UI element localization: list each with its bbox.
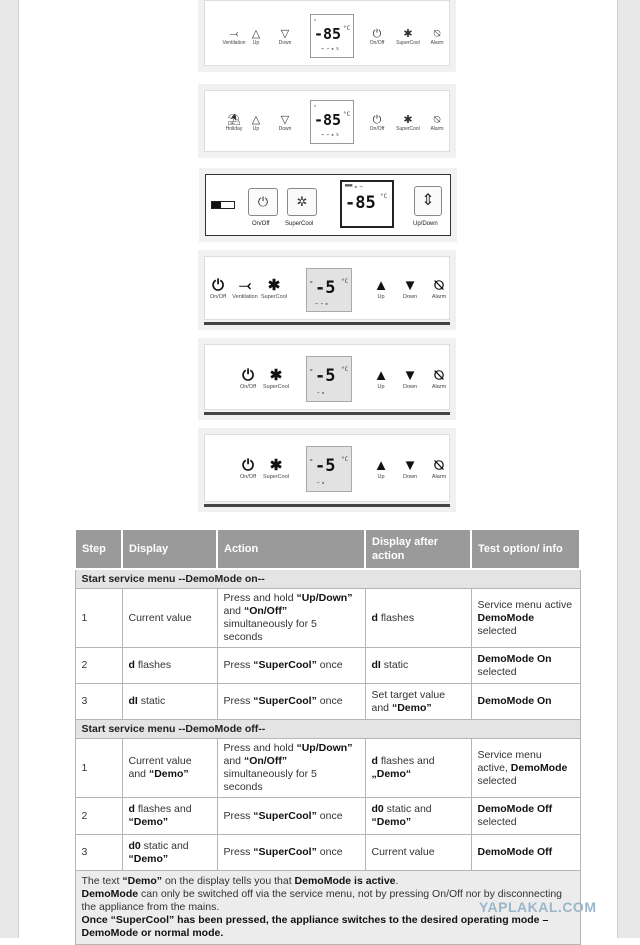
up-icon: ▲ (373, 367, 389, 384)
cell-after: d flashes and „Demo“ (365, 739, 471, 798)
temperature-display: ⌂ -85 °C ⤙ ↩ ✱ ⍉ (310, 14, 354, 58)
display-unit: °C (343, 111, 351, 118)
watermark: YAPLAKAL.COM (479, 899, 597, 915)
right-margin (618, 0, 640, 938)
temperature-display: ▬ -5 °C ↩ ✱ (306, 446, 352, 492)
ventilation-label: Ventilation (222, 40, 246, 46)
cell-info: Service menu active DemoMode selected (471, 589, 580, 648)
cell-action: Press “SuperCool” once (217, 684, 365, 720)
ventilation-icon: ⤙ (229, 28, 239, 40)
power-icon: ⏻ (212, 277, 224, 294)
down-label: Down (402, 474, 418, 480)
holiday-label: Holiday (225, 126, 243, 132)
alarm-label: Alarm (431, 384, 447, 390)
alarm-off-icon: ⍉ (434, 277, 444, 294)
down-control[interactable] (265, 114, 305, 133)
header-display-after: Display after action (365, 529, 471, 569)
alarm-control[interactable] (417, 114, 457, 133)
down-icon: ▽ (280, 114, 290, 126)
down-icon: ▼ (402, 367, 418, 384)
up-down-icon: ⇕ (421, 192, 435, 209)
display-unit: °C (380, 193, 388, 200)
cell-display: Current value (122, 589, 217, 648)
alarm-control[interactable] (419, 458, 459, 481)
cell-display: Current value and “Demo” (122, 739, 217, 798)
up-icon: ▲ (373, 277, 389, 294)
table-row (75, 798, 580, 835)
down-label: Down (278, 40, 292, 46)
cell-action: Press “SuperCool” once (217, 798, 365, 835)
left-margin (0, 0, 18, 938)
cell-after: Set target value and “Demo” (365, 684, 471, 720)
supercool-label: SuperCool (396, 126, 420, 132)
onoff-label: On/Off (369, 126, 385, 132)
cell-info: DemoMode On (471, 684, 580, 720)
alarm-off-icon: ⍉ (434, 457, 444, 474)
display-unit: °C (341, 366, 349, 373)
cell-step: 1 (75, 739, 122, 798)
onoff-label: On/Off (209, 294, 227, 300)
alarm-control[interactable] (417, 28, 457, 47)
cell-step: 3 (75, 835, 122, 871)
display-value: -85 (345, 193, 376, 213)
alarm-label: Alarm (430, 40, 444, 46)
up-label: Up (252, 126, 260, 132)
table-row (75, 739, 580, 798)
down-label: Down (278, 126, 292, 132)
table-header-row (75, 529, 580, 569)
control-panel-4 (198, 250, 456, 330)
onoff-label: On/Off (369, 40, 385, 46)
power-icon: ⏻ (242, 367, 254, 384)
display-unit: °C (341, 278, 349, 285)
cell-display: d0 static and “Demo” (122, 835, 217, 871)
supercool-control[interactable] (254, 278, 294, 301)
updown-label: Up/Down (413, 221, 438, 227)
onoff-label: On/Off (252, 221, 270, 227)
alarm-control[interactable] (419, 368, 459, 391)
alarm-off-icon: ⍉ (433, 28, 441, 40)
table-row (75, 589, 580, 648)
up-label: Up (252, 40, 260, 46)
supercool-control[interactable] (256, 458, 296, 481)
header-display: Display (122, 529, 217, 569)
section-title: Start service menu --DemoMode off-- (75, 720, 580, 739)
onoff-button[interactable] (248, 188, 278, 216)
down-icon: ▼ (402, 457, 418, 474)
alarm-off-icon: ⍉ (433, 114, 441, 126)
header-test-option: Test option/ info (471, 529, 580, 569)
section-title: Start service menu --DemoMode on-- (75, 569, 580, 589)
temperature-display: ⌂ -85 °C ⤙ ↩ ✱ ⍉ (310, 100, 354, 144)
ventilation-label: Ventilation (232, 294, 258, 300)
alarm-control[interactable] (419, 278, 459, 301)
onoff-label: On/Off (239, 474, 257, 480)
display-value: -85 (314, 25, 342, 43)
updown-button[interactable] (414, 186, 442, 216)
cell-info: DemoMode On selected (471, 648, 580, 684)
cell-display: dI static (122, 684, 217, 720)
down-control[interactable] (265, 28, 305, 47)
section-row-demo-on (75, 569, 580, 589)
display-unit: °C (343, 25, 351, 32)
up-icon: △ (251, 28, 261, 40)
table-row (75, 648, 580, 684)
down-icon: ▼ (402, 277, 418, 294)
up-icon: △ (251, 114, 261, 126)
temperature-display: ▀▀▀ ✱ ⤙ -85 °C (340, 180, 394, 228)
down-icon: ▽ (280, 28, 290, 40)
note-text: The text “Demo” on the display tells you that DemoMode is active. DemoMode can only be switched off via the service menu, not by pressing On/Off nor by disconnecting the appliance from the mains. Once “SuperCool” has been pressed, the appliance switches to the desired operating mode – DemoMode or normal mode. (75, 871, 580, 945)
temperature-display: ▬ -5 °C ⤙ ↩ ✱ (306, 268, 352, 312)
cell-step: 2 (75, 798, 122, 835)
power-icon: ⏻ (257, 194, 269, 209)
service-menu-table (74, 528, 581, 945)
supercool-control[interactable] (256, 368, 296, 391)
cell-step: 2 (75, 648, 122, 684)
cell-display: d flashes (122, 648, 217, 684)
table-body (75, 569, 580, 945)
supercool-label: SuperCool (261, 294, 287, 300)
supercool-label: SuperCool (396, 40, 420, 46)
left-margin-line (18, 0, 19, 938)
snowflake-icon: ✲ (296, 194, 308, 209)
display-value: -5 (315, 456, 336, 476)
power-icon: ⏻ (372, 114, 382, 126)
temperature-display: ▬ -5 °C ↩ ✱ (306, 356, 352, 402)
display-value: -85 (314, 111, 342, 129)
holiday-icon: ⛱ (227, 114, 241, 126)
power-icon: ⏻ (242, 457, 254, 474)
up-icon: ▲ (373, 457, 389, 474)
cell-after: Current value (365, 835, 471, 871)
power-icon: ⏻ (372, 28, 382, 40)
down-label: Down (402, 384, 418, 390)
snowflake-icon: ✱ (267, 277, 281, 294)
cell-action: Press and hold “Up/Down” and “On/Off” simultaneously for 5 seconds (217, 589, 365, 648)
snowflake-icon: ✱ (269, 457, 283, 474)
section-row-demo-off (75, 720, 580, 739)
snowflake-icon: ✱ (269, 367, 283, 384)
cell-display: d flashes and “Demo” (122, 798, 217, 835)
up-label: Up (377, 474, 385, 480)
header-step: Step (75, 529, 122, 569)
cell-info: Service menu active, DemoMode selected (471, 739, 580, 798)
control-panel-1 (198, 0, 456, 72)
cell-after: d flashes (365, 589, 471, 648)
header-action: Action (217, 529, 365, 569)
table-row (75, 684, 580, 720)
display-value: -5 (315, 366, 336, 386)
status-bar (211, 201, 235, 209)
alarm-label: Alarm (431, 474, 447, 480)
cell-action: Press “SuperCool” once (217, 648, 365, 684)
ventilation-icon: ⤙ (238, 277, 251, 294)
cell-after: d0 static and “Demo” (365, 798, 471, 835)
alarm-label: Alarm (431, 294, 447, 300)
down-label: Down (402, 294, 418, 300)
table-row (75, 835, 580, 871)
display-value: -5 (315, 278, 336, 298)
cell-step: 1 (75, 589, 122, 648)
up-label: Up (377, 294, 385, 300)
cell-info: DemoMode Off selected (471, 798, 580, 835)
control-panel-3 (199, 168, 457, 242)
supercool-label: SuperCool (263, 384, 289, 390)
cell-step: 3 (75, 684, 122, 720)
right-margin-line (617, 0, 618, 938)
onoff-label: On/Off (239, 384, 257, 390)
cell-after: dI static (365, 648, 471, 684)
control-panel-2 (198, 84, 456, 158)
up-label: Up (377, 384, 385, 390)
supercool-label: SuperCool (263, 474, 289, 480)
alarm-off-icon: ⍉ (434, 367, 444, 384)
control-panel-6 (198, 428, 456, 512)
display-unit: °C (341, 456, 349, 463)
cell-info: DemoMode Off (471, 835, 580, 871)
supercool-button[interactable] (287, 188, 317, 216)
control-panel-5 (198, 338, 456, 420)
snowflake-icon: ✱ (403, 28, 413, 40)
snowflake-icon: ✱ (403, 114, 413, 126)
cell-action: Press “SuperCool” once (217, 835, 365, 871)
alarm-label: Alarm (430, 126, 444, 132)
cell-action: Press and hold “Up/Down” and “On/Off” simultaneously for 5 seconds (217, 739, 365, 798)
supercool-label: SuperCool (285, 221, 314, 227)
